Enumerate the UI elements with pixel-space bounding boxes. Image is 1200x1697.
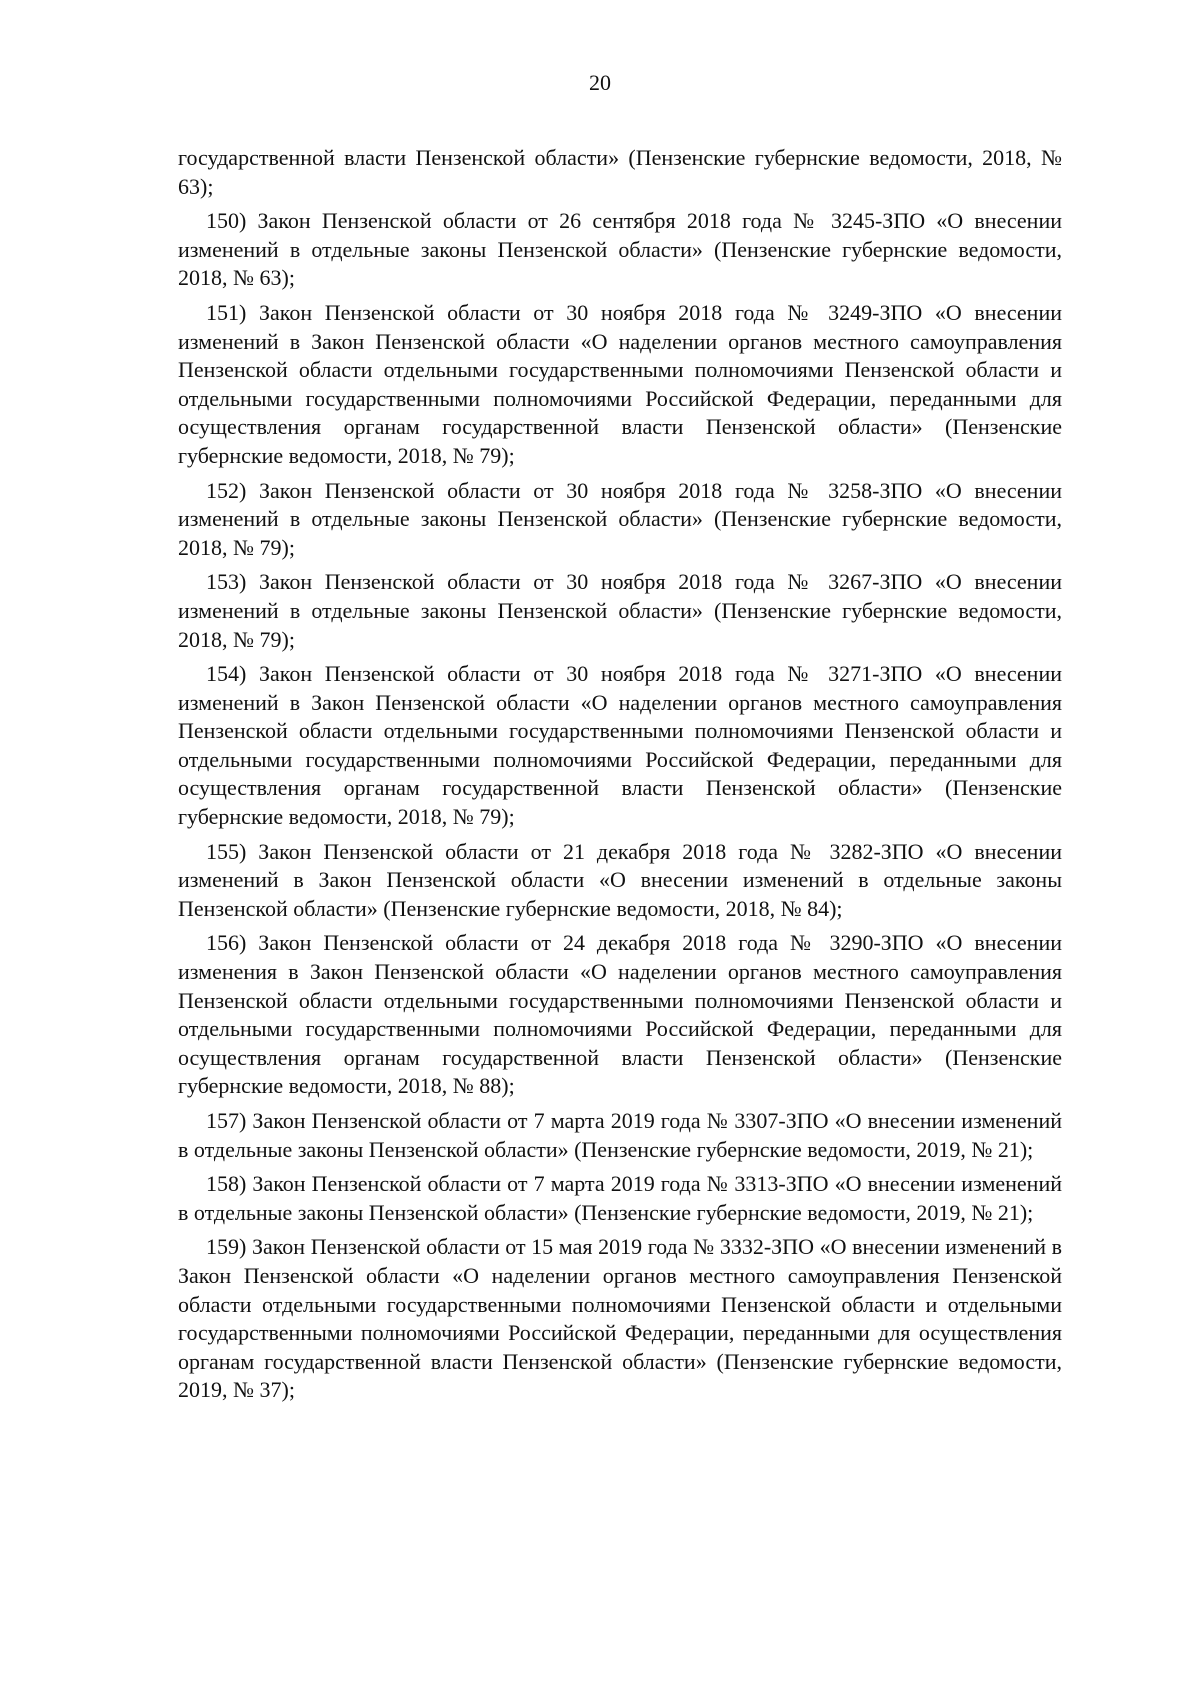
list-item-159: 159) Закон Пензенской области от 15 мая 2019 года № 3332-ЗПО «О внесении изменений в Закон Пензенской области «О наделении органов местного самоуправления Пензенской области отдельными государственными полномочиями Пензенской области и отдельными государственными полномочиями Российской Федерации, переданными для осуществления органам государственной власти Пензенской области» (Пензенские губернские ведомости, 2019, № 37);: [178, 1234, 1062, 1403]
list-item-151: 151) Закон Пензенской области от 30 ноября 2018 года № 3249-ЗПО «О внесении изменений в Закон Пензенской области «О наделении органов местного самоуправления Пензенской области отдельными государственными полномочиями Пензенской области и отдельными государственными полномочиями Российской Федерации, переданными для осуществления органам государственной власти Пензенской области» (Пензенские губернские ведомости, 2018, № 79);: [178, 299, 1062, 468]
list-item-153: 153) Закон Пензенской области от 30 ноября 2018 года № 3267-ЗПО «О внесении изменений в отдельные законы Пензенской области» (Пензенские губернские ведомости, 2018, № 79);: [178, 569, 1062, 652]
list-item-152: 152) Закон Пензенской области от 30 ноября 2018 года № 3258-ЗПО «О внесении изменений в отдельные законы Пензенской области» (Пензенские губернские ведомости, 2018, № 79);: [178, 477, 1062, 560]
list-item-156: 156) Закон Пензенской области от 24 декабря 2018 года № 3290-ЗПО «О внесении изменения в Закон Пензенской области «О наделении органов местного самоуправления Пензенской области отдельными государственными полномочиями Пензенской области и отдельными государственными полномочиями Российской Федерации, переданными для осуществления органам государственной власти Пензенской области» (Пензенские губернские ведомости, 2018, № 88);: [178, 930, 1062, 1099]
paragraph-continuation: государственной власти Пензенской области» (Пензенские губернские ведомости, 2018, № 63);: [178, 145, 1062, 199]
list-item-154: 154) Закон Пензенской области от 30 ноября 2018 года № 3271-ЗПО «О внесении изменений в Закон Пензенской области «О наделении органов местного самоуправления Пензенской области отдельными государственными полномочиями Пензенской области и отдельными государственными полномочиями Российской Федерации, переданными для осуществления органам государственной власти Пензенской области» (Пензенские губернские ведомости, 2018, № 79);: [178, 661, 1062, 830]
list-item-158: 158) Закон Пензенской области от 7 марта 2019 года № 3313-ЗПО «О внесении изменений в отдельные законы Пензенской области» (Пензенские губернские ведомости, 2019, № 21);: [178, 1171, 1062, 1225]
page-number: 20: [589, 70, 611, 95]
list-item-155: 155) Закон Пензенской области от 21 декабря 2018 года № 3282-ЗПО «О внесении изменений в Закон Пензенской области «О внесении изменений в отдельные законы Пензенской области» (Пензенские губернские ведомости, 2018, № 84);: [178, 838, 1062, 921]
list-item-157: 157) Закон Пензенской области от 7 марта 2019 года № 3307-ЗПО «О внесении изменений в отдельные законы Пензенской области» (Пензенские губернские ведомости, 2019, № 21);: [178, 1108, 1062, 1162]
document-body: [178, 144, 1062, 1411]
list-item-150: 150) Закон Пензенской области от 26 сентября 2018 года № 3245-ЗПО «О внесении изменений в отдельные законы Пензенской области» (Пензенские губернские ведомости, 2018, № 63);: [178, 208, 1062, 291]
